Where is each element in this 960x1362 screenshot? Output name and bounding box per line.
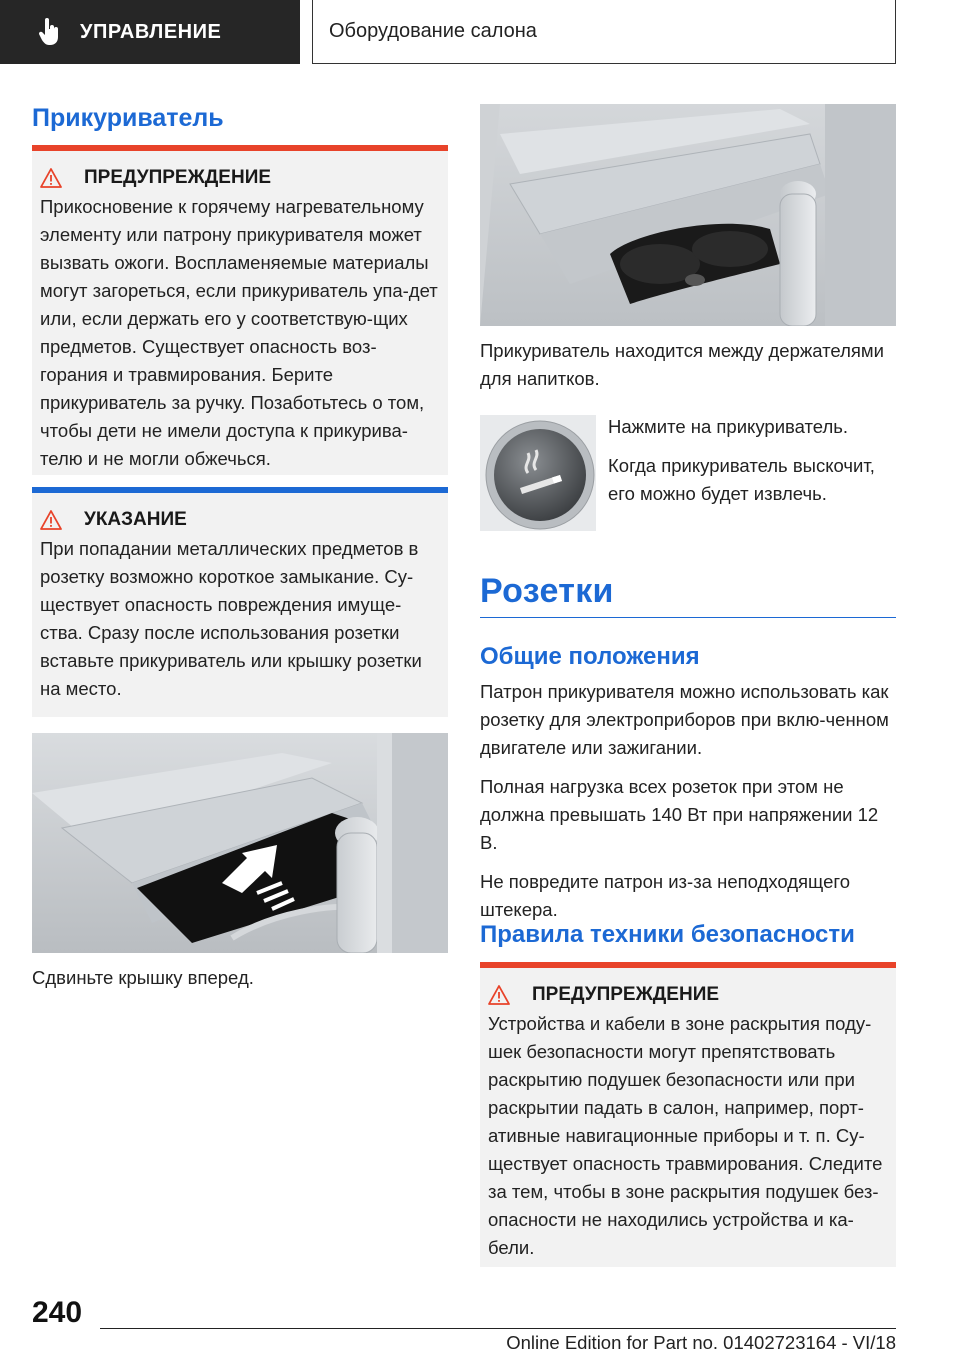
warning-bar [480,962,896,968]
notice-body: При попадании металлических предметов в розетку возможно короткое замыкание. Су-ществует опасность повреждения имуще-ства. Сразу после использования розетки вставьте прикуриватель или крышку розетки на место. [40,538,422,699]
general-paragraphs [480,678,896,935]
step-remove: Когда прикуриватель выскочит, его можно будет извлечь. [608,455,875,504]
warning-body: Устройства и кабели в зоне раскрытия поду-шек безопасности могут препятствовать раскрытию подушек безопасности или при раскрытии падать в салон, например, порт-ативные навигационные приборы и т. п. Су-ществует опасность травмирования. Следите за тем, чтобы в зоне раскрытия подушек без-опасности не находились устройства и ка-бели. [488,1013,883,1258]
lighter-steps [608,413,896,519]
caption-slide-cover: Сдвиньте крышку вперед. [32,967,254,988]
subheading-general-text: Общие положения [480,643,700,670]
hand-pointer-icon [38,18,60,46]
header-tab[interactable] [0,0,300,64]
para-load-limit: Полная нагрузка всех розеток при этом не должна превышать 140 Вт при напряжении 12 В. [480,776,879,853]
warning-bar [32,145,448,151]
subheading-safety [480,921,896,949]
warning-triangle-icon [488,985,510,1005]
notice-title: УКАЗАНИЕ [84,509,187,530]
warning-triangle-icon [40,510,62,530]
illustration-lighter-location [480,104,896,326]
illustration-lighter-button [480,415,596,531]
heading-lighter [32,104,448,133]
para-plug-warning: Не повредите патрон из-за неподходящего штекера. [480,871,850,920]
heading-sockets [480,572,896,611]
footer-edition: Online Edition for Part no. 01402723164 - VI/18 [506,1332,896,1353]
warning-box-airbags [480,962,896,1267]
para-socket-use: Патрон прикуривателя можно использовать как розетку для электроприборов при вклю-ченном двигателе или зажигании. [480,681,889,758]
caption-lighter-location: Прикуриватель находится между держателями для напитков. [480,340,884,389]
warning-body: Прикосновение к горячему нагревательному элементу или патрону прикуривателя может вызвать ожоги. Воспламеняемые материалы могут загореться, если прикуриватель упа-дет или, если держать его у соответствую-щих предметов. Существует опасность воз-горания и травмирования. Берите прикуриватель за ручку. Позаботьтесь о том, чтобы дети не имели доступа к прикурива-телю и не могли обжечься. [40,196,438,469]
warning-triangle-icon [40,168,62,188]
notice-box-sockets [32,487,448,717]
notice-bar [32,487,448,493]
header-section-title: Оборудование салона [312,0,896,64]
footer-rule [100,1328,896,1329]
subheading-safety-text: Правила техники безопасности [480,921,855,948]
subheading-general [480,643,896,671]
illustration-slide-cover [32,733,448,953]
heading-lighter-text: Прикуриватель [32,104,224,132]
page-number: 240 [32,1296,83,1329]
warning-title: ПРЕДУПРЕЖДЕНИЕ [84,167,272,188]
step-press: Нажмите на прикуриватель. [608,416,849,437]
heading-sockets-rule [480,617,896,618]
warning-title: ПРЕДУПРЕЖДЕНИЕ [532,984,720,1005]
heading-sockets-text: Розетки [480,572,614,610]
header-tab-label: УПРАВЛЕНИЕ [80,20,222,43]
warning-box-lighter [32,145,448,475]
